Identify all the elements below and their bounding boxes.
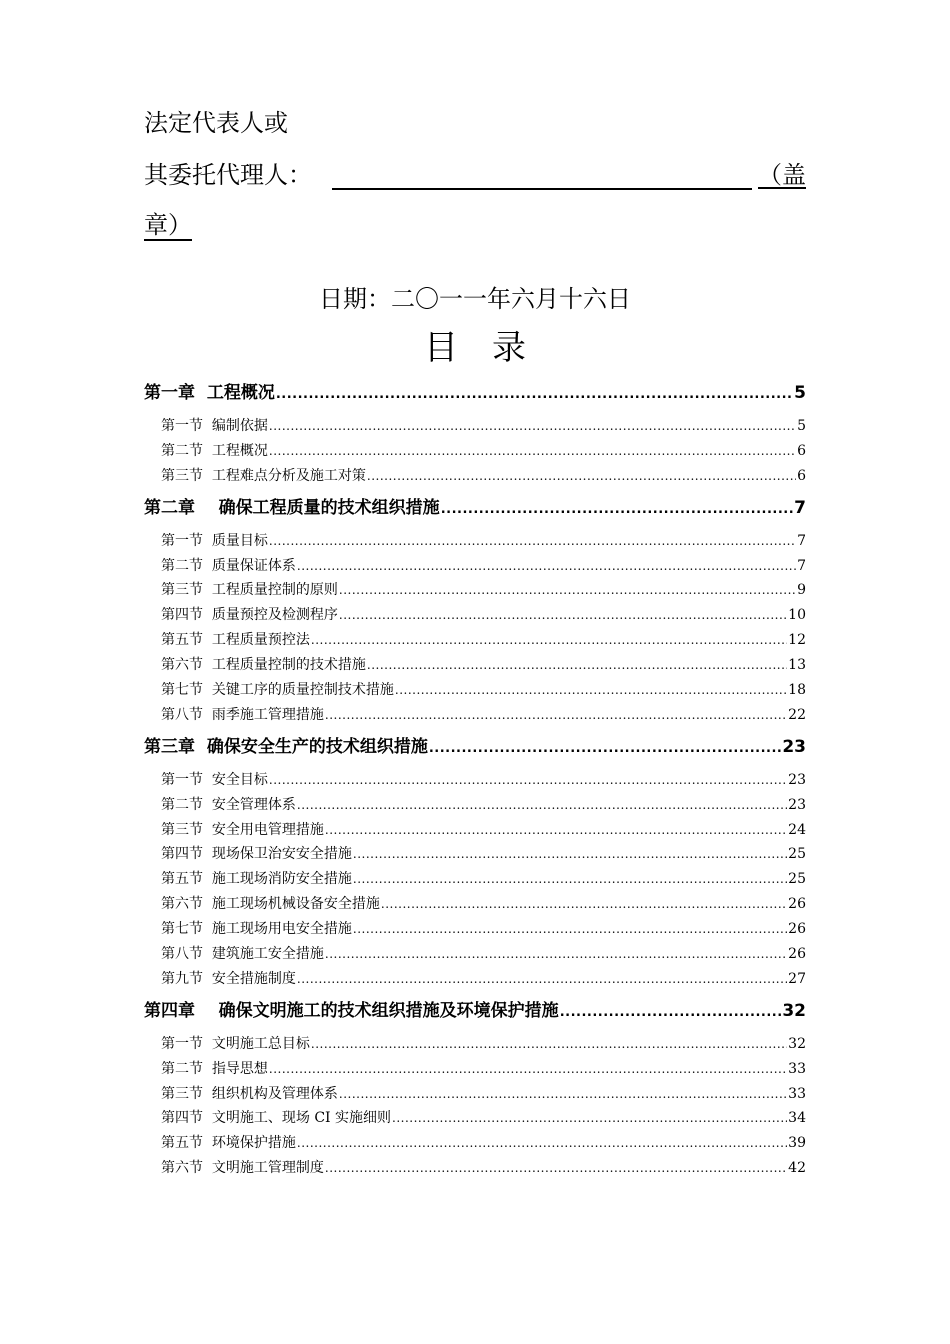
section-title: 第七节 关键工序的质量控制技术措施 — [161, 682, 394, 699]
section-page-number: 5 — [797, 418, 806, 434]
section-page-number: 42 — [788, 1160, 806, 1177]
toc-section-entry[interactable] — [144, 793, 806, 818]
dot-leader — [367, 464, 796, 489]
toc-section-entry[interactable] — [144, 414, 806, 439]
chapter-page-number: 7 — [794, 497, 806, 518]
section-title: 第六节 工程质量控制的技术措施 — [161, 657, 366, 674]
section-title: 第五节 环境保护措施 — [161, 1135, 296, 1152]
chapter-title: 第二章 确保工程质量的技术组织措施 — [144, 497, 440, 518]
section-page-number: 23 — [788, 796, 806, 813]
dot-leader — [367, 653, 787, 678]
dot-leader — [269, 529, 796, 554]
section-page-number: 25 — [788, 846, 806, 863]
chapter-page-number: 23 — [782, 736, 806, 757]
toc-section-entry[interactable] — [144, 554, 806, 579]
section-title: 第二节 安全管理体系 — [161, 796, 296, 813]
seal-note-end: 章） — [144, 211, 192, 239]
dot-leader — [381, 892, 787, 917]
section-title: 第五节 工程质量预控法 — [161, 632, 310, 649]
section-page-number: 6 — [797, 442, 806, 459]
dot-leader — [297, 1131, 787, 1156]
toc-section-entry[interactable] — [144, 578, 806, 603]
signatory-label: 法定代表人或 — [144, 109, 288, 137]
dot-leader — [560, 996, 782, 1028]
section-page-number: 33 — [788, 1085, 806, 1102]
toc-section-entry[interactable] — [144, 1032, 806, 1057]
chapter-title: 第三章 确保安全生产的技术组织措施 — [144, 736, 428, 757]
section-page-number: 27 — [788, 970, 806, 987]
toc-section-entry[interactable] — [144, 628, 806, 653]
section-page-number: 22 — [788, 706, 806, 723]
agent-signature-line — [144, 158, 806, 192]
dot-leader — [311, 628, 787, 653]
section-title: 第四节 文明施工、现场 CI 实施细则 — [161, 1110, 392, 1127]
dot-leader — [269, 414, 796, 439]
toc-chapter-entry[interactable] — [144, 996, 806, 1026]
section-title: 第一节 安全目标 — [161, 771, 268, 788]
section-page-number: 9 — [797, 582, 806, 599]
dot-leader — [325, 818, 787, 843]
section-title: 第四节 质量预控及检测程序 — [161, 607, 338, 624]
section-title: 第六节 文明施工管理制度 — [161, 1160, 324, 1177]
section-page-number: 34 — [788, 1110, 806, 1127]
toc-section-entry[interactable] — [144, 917, 806, 942]
section-page-number: 7 — [797, 557, 806, 574]
toc-section-entry[interactable] — [144, 653, 806, 678]
signature-blank — [332, 158, 752, 190]
toc-section-entry[interactable] — [144, 867, 806, 892]
toc-section-entry[interactable] — [144, 1131, 806, 1156]
toc-section-entry[interactable] — [144, 892, 806, 917]
dot-leader — [325, 1156, 787, 1181]
section-page-number: 25 — [788, 871, 806, 888]
section-title: 第四节 现场保卫治安安全措施 — [161, 846, 352, 863]
toc-chapter-entry[interactable] — [144, 732, 806, 762]
toc-chapter-entry[interactable] — [144, 493, 806, 523]
dot-leader — [297, 554, 796, 579]
seal-note-start: （盖 — [758, 161, 806, 189]
agent-label: 其委托代理人： — [144, 161, 312, 189]
dot-leader — [395, 678, 787, 703]
section-page-number: 7 — [797, 532, 806, 549]
dot-leader — [269, 1057, 787, 1082]
section-title: 第八节 建筑施工安全措施 — [161, 946, 324, 963]
section-title: 第三节 工程质量控制的原则 — [161, 582, 338, 599]
chapter-title: 第四章 确保文明施工的技术组织措施及环境保护措施 — [144, 1000, 559, 1021]
section-title: 第一节 文明施工总目标 — [161, 1035, 310, 1052]
section-page-number: 26 — [788, 946, 806, 963]
section-title: 第三节 工程难点分析及施工对策 — [161, 467, 366, 484]
dot-leader — [297, 793, 787, 818]
section-page-number: 39 — [788, 1135, 806, 1152]
section-page-number: 24 — [788, 821, 806, 838]
toc-section-entry[interactable] — [144, 842, 806, 867]
section-title: 第三节 安全用电管理措施 — [161, 821, 324, 838]
dot-leader — [311, 1032, 787, 1057]
dot-leader — [325, 703, 787, 728]
toc-section-entry[interactable] — [144, 703, 806, 728]
toc-section-entry[interactable] — [144, 1156, 806, 1181]
toc-section-entry[interactable] — [144, 942, 806, 967]
document-date: 日期：二〇一一年六月十六日 — [319, 285, 631, 313]
chapter-page-number: 5 — [794, 383, 806, 403]
section-title: 第六节 施工现场机械设备安全措施 — [161, 896, 380, 913]
toc-section-entry[interactable] — [144, 1082, 806, 1107]
toc-title: 目录 — [424, 328, 560, 368]
dot-leader — [392, 1106, 787, 1131]
dot-leader — [339, 603, 787, 628]
section-page-number: 18 — [788, 682, 806, 699]
section-title: 第二节 指导思想 — [161, 1060, 268, 1077]
section-title: 第七节 施工现场用电安全措施 — [161, 921, 352, 938]
section-title: 第二节 工程概况 — [161, 442, 268, 459]
dot-leader — [269, 439, 796, 464]
section-page-number: 13 — [788, 657, 806, 674]
section-title: 第三节 组织机构及管理体系 — [161, 1085, 338, 1102]
dot-leader — [269, 768, 787, 793]
dot-leader — [339, 1082, 787, 1107]
dot-leader — [353, 842, 787, 867]
section-title: 第二节 质量保证体系 — [161, 557, 296, 574]
section-title: 第一节 编制依据 — [161, 418, 268, 434]
section-page-number: 10 — [788, 607, 806, 624]
toc-section-entry[interactable] — [144, 818, 806, 843]
toc-chapter-entry[interactable] — [144, 378, 806, 408]
section-page-number: 12 — [788, 632, 806, 649]
table-of-contents — [144, 378, 806, 1181]
toc-section-entry[interactable] — [144, 603, 806, 628]
section-page-number: 23 — [788, 771, 806, 788]
dot-leader — [325, 942, 787, 967]
section-title: 第九节 安全措施制度 — [161, 970, 296, 987]
section-title: 第八节 雨季施工管理措施 — [161, 706, 324, 723]
section-title: 第一节 质量目标 — [161, 532, 268, 549]
dot-leader — [429, 732, 781, 764]
dot-leader — [297, 967, 787, 992]
section-page-number: 33 — [788, 1060, 806, 1077]
chapter-page-number: 32 — [782, 1000, 806, 1021]
toc-section-entry[interactable] — [144, 1057, 806, 1082]
section-page-number: 26 — [788, 921, 806, 938]
toc-section-entry[interactable] — [144, 967, 806, 992]
toc-section-entry[interactable] — [144, 529, 806, 554]
toc-section-entry[interactable] — [144, 768, 806, 793]
toc-section-entry[interactable] — [144, 464, 806, 489]
section-page-number: 26 — [788, 896, 806, 913]
dot-leader — [276, 378, 793, 410]
section-page-number: 6 — [797, 467, 806, 484]
section-title: 第五节 施工现场消防安全措施 — [161, 871, 352, 888]
toc-section-entry[interactable] — [144, 678, 806, 703]
section-page-number: 32 — [788, 1035, 806, 1052]
dot-leader — [441, 493, 793, 525]
dot-leader — [339, 578, 796, 603]
toc-section-entry[interactable] — [144, 1106, 806, 1131]
toc-section-entry[interactable] — [144, 439, 806, 464]
dot-leader — [353, 867, 787, 892]
dot-leader — [353, 917, 787, 942]
chapter-title: 第一章 工程概况 — [144, 383, 275, 403]
